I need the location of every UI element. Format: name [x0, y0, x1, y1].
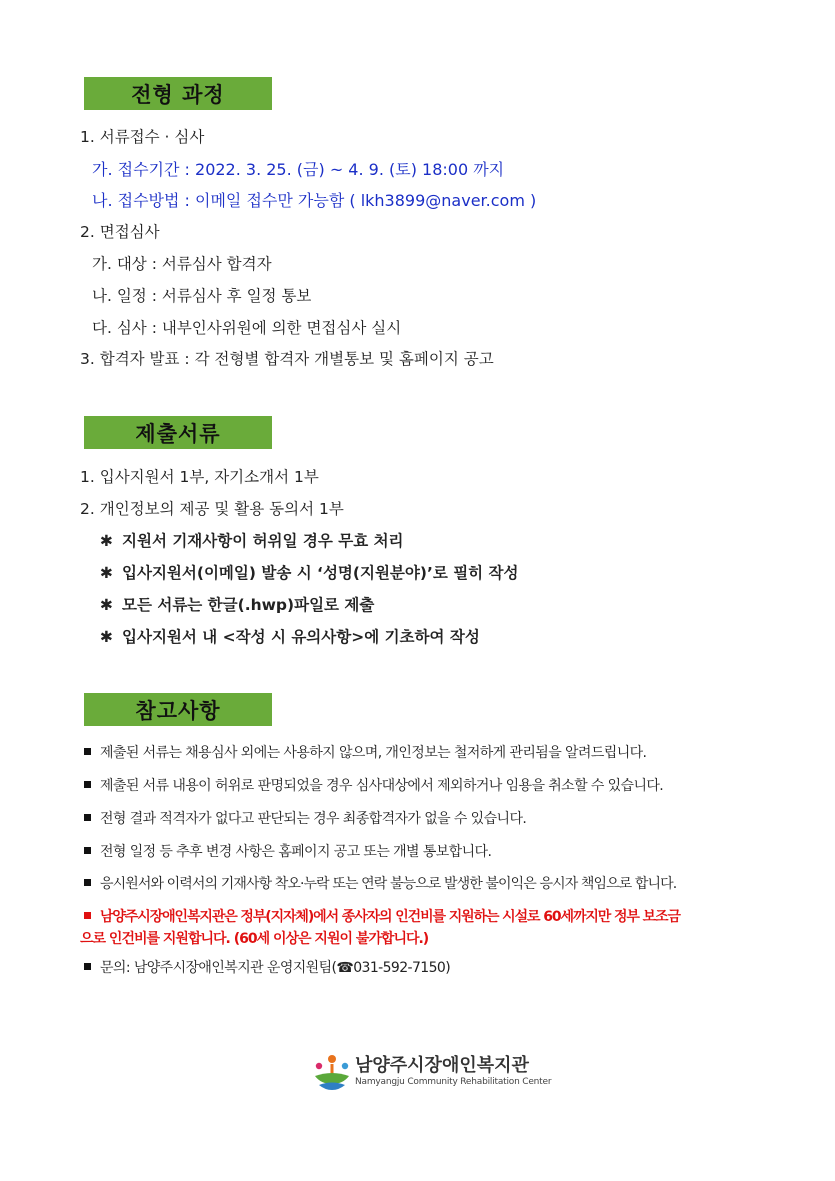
org-name-english: Namyangju Community Rehabilitation Center [355, 1077, 552, 1087]
process-item-3: 3. 합격자 발표 : 각 전형별 합격자 개별통보 및 홈페이지 공고 [80, 350, 494, 368]
process-item-2c: 다. 심사 : 내부인사위원에 의한 면접심사 실시 [92, 319, 402, 337]
org-name: 남양주시장애인복지관 [355, 1055, 529, 1076]
note-text: 제출된 서류 내용이 허위로 판명되었을 경우 심사대상에서 제외하거나 임용을 취소할 수 있습니다. [100, 778, 664, 794]
note-contact [84, 957, 450, 977]
process-item-1a: 가. 접수기간 : 2022. 3. 25. (금) ~ 4. 9. (토) 18:00 까지 [92, 160, 505, 179]
section-title-documents: 제출서류 [84, 416, 272, 449]
section-title-notes: 참고사항 [84, 693, 272, 726]
documents-star-1 [100, 529, 404, 551]
bullet-square-icon [84, 748, 91, 755]
documents-star-3 [100, 593, 374, 615]
section-title-selection-process: 전형 과정 [84, 77, 272, 110]
bullet-square-icon [84, 963, 91, 970]
documents-star-text: 입사지원서(이메일) 발송 시 ‘성명(지원분야)’로 필히 작성 [122, 564, 519, 582]
note-item-4 [84, 841, 491, 861]
documents-star-text: 모든 서류는 한글(.hwp)파일로 제출 [122, 596, 375, 614]
asterisk-icon: ✱ [100, 628, 113, 646]
documents-star-text: 지원서 기재사항이 허위일 경우 무효 처리 [122, 532, 404, 550]
documents-star-4 [100, 625, 480, 647]
contact-text: 문의: 남양주시장애인복지관 운영지원팀(☎031-592-7150) [100, 960, 451, 976]
bullet-square-icon [84, 781, 91, 788]
asterisk-icon: ✱ [100, 596, 113, 614]
process-item-2a: 가. 대상 : 서류심사 합격자 [92, 255, 272, 273]
bullet-square-icon [84, 879, 91, 886]
process-item-1: 1. 서류접수 · 심사 [80, 128, 205, 146]
note-red-line-2: 으로 인건비를 지원합니다. (60세 이상은 지원이 불가합니다.) [80, 931, 429, 947]
asterisk-icon: ✱ [100, 532, 113, 550]
documents-item-1: 1. 입사지원서 1부, 자기소개서 1부 [80, 468, 319, 486]
documents-star-2 [100, 561, 519, 583]
note-item-2 [84, 775, 663, 795]
org-logo-icon [311, 1050, 353, 1092]
note-text: 제출된 서류는 채용심사 외에는 사용하지 않으며, 개인정보는 철저하게 관리됨을 알려드립니다. [100, 745, 647, 761]
note-item-5 [84, 873, 676, 893]
note-text: 전형 결과 적격자가 없다고 판단되는 경우 최종합격자가 없을 수 있습니다. [100, 811, 527, 827]
note-text: 전형 일정 등 추후 변경 사항은 홈페이지 공고 또는 개별 통보합니다. [100, 844, 492, 860]
note-item-1 [84, 742, 646, 762]
note-red-line-1 [84, 906, 680, 926]
bullet-square-icon [84, 847, 91, 854]
note-red-text: 남양주시장애인복지관은 정부(지자체)에서 종사자의 인건비를 지원하는 시설로 60세까지만 정부 보조금 [100, 909, 680, 925]
process-item-2b: 나. 일정 : 서류심사 후 일정 통보 [92, 287, 312, 305]
documents-item-2: 2. 개인정보의 제공 및 활용 동의서 1부 [80, 500, 344, 518]
bullet-square-icon [84, 912, 91, 919]
note-item-3 [84, 808, 526, 828]
process-item-1b: 나. 접수방법 : 이메일 접수만 가능함 ( lkh3899@naver.com ) [92, 191, 537, 210]
process-item-2: 2. 면접심사 [80, 223, 160, 241]
documents-star-text: 입사지원서 내 <작성 시 유의사항>에 기초하여 작성 [122, 628, 480, 646]
asterisk-icon: ✱ [100, 564, 113, 582]
bullet-square-icon [84, 814, 91, 821]
note-text: 응시원서와 이력서의 기재사항 착오·누락 또는 연락 불능으로 발생한 불이익은 응시자 책임으로 합니다. [100, 876, 677, 892]
